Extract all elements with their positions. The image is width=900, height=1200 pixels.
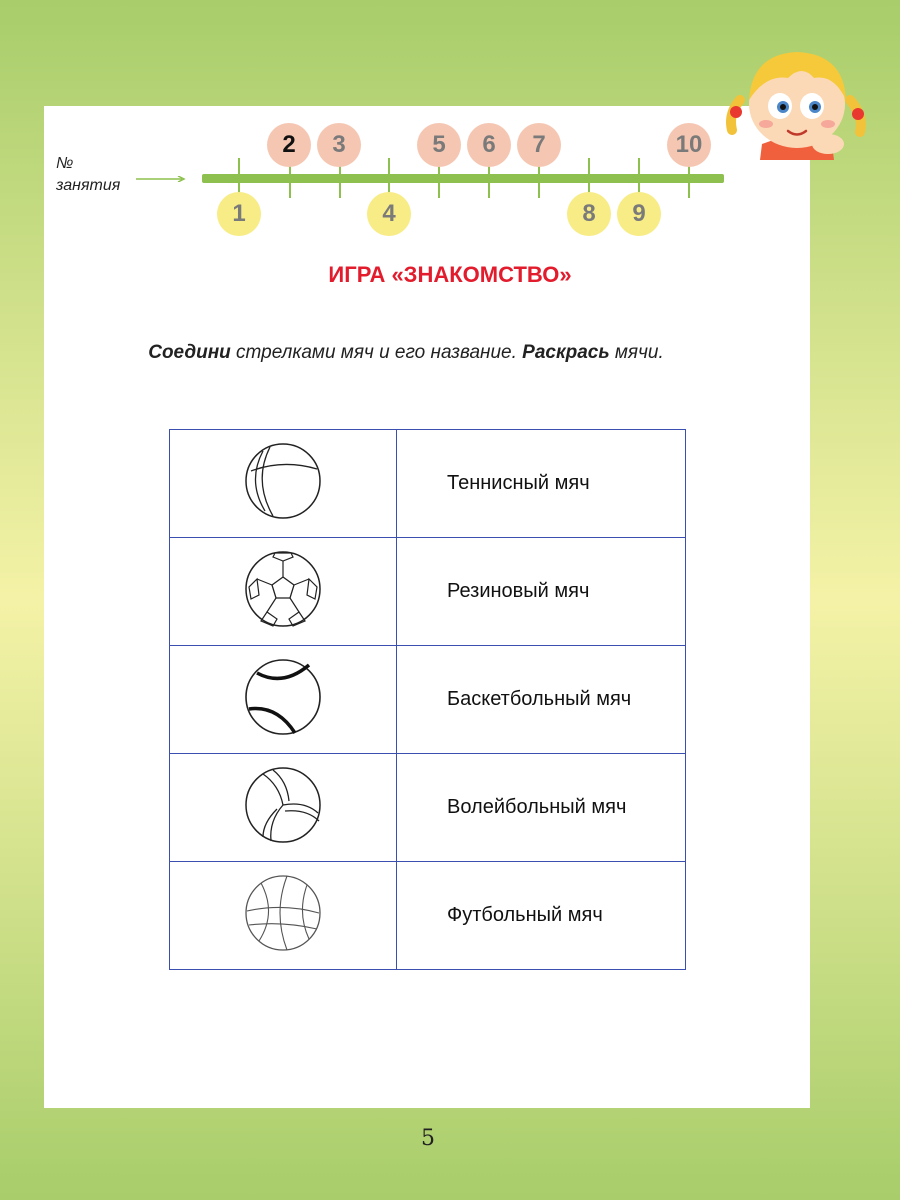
ball-image-cell — [170, 430, 397, 538]
table-row — [170, 754, 686, 862]
instruction-verb-connect: Соедини — [148, 342, 231, 363]
task-instruction — [0, 342, 812, 364]
ball-name-cell: Теннисный мяч — [397, 430, 686, 538]
page-number: 5 — [421, 1126, 435, 1151]
ball-image-cell — [170, 538, 397, 646]
table-row — [170, 646, 686, 754]
lesson-circle-1: 1 — [217, 192, 261, 236]
lesson-number-symbol: № — [56, 155, 74, 172]
instruction-verb-color: Раскрась — [522, 342, 610, 363]
table-row — [170, 430, 686, 538]
girl-illustration-icon — [722, 34, 872, 160]
ball-image-cell — [170, 646, 397, 754]
ball-name-cell: Волейбольный мяч — [397, 754, 686, 862]
soccer-ball-icon — [243, 549, 323, 629]
lesson-circle-8: 8 — [567, 192, 611, 236]
ball-name-cell: Футбольный мяч — [397, 862, 686, 970]
lesson-circle-7: 7 — [517, 123, 561, 167]
lesson-circle-6: 6 — [467, 123, 511, 167]
lesson-circle-10: 10 — [667, 123, 711, 167]
table-row — [170, 538, 686, 646]
lesson-number-label — [56, 153, 166, 197]
lesson-timeline-track — [202, 174, 724, 183]
ball-image-cell — [170, 754, 397, 862]
lesson-word: занятия — [56, 177, 121, 194]
instruction-text-1: стрелками мяч и его название. — [230, 342, 523, 363]
lesson-circle-5: 5 — [417, 123, 461, 167]
lesson-circle-9: 9 — [617, 192, 661, 236]
arrow-right-icon — [136, 176, 186, 182]
lesson-circle-3: 3 — [317, 123, 361, 167]
tennis-ball-icon — [243, 657, 323, 737]
ball-name-cell: Резиновый мяч — [397, 538, 686, 646]
basketball-icon — [243, 873, 323, 953]
volleyball-icon — [243, 765, 323, 845]
instruction-text-2: мячи. — [609, 342, 664, 363]
rubber-ball-icon — [243, 441, 323, 521]
ball-name-cell: Баскетбольный мяч — [397, 646, 686, 754]
page-title: ИГРА «ЗНАКОМСТВО» — [328, 262, 572, 287]
lesson-circle-2: 2 — [267, 123, 311, 167]
table-row — [170, 862, 686, 970]
lesson-circle-4: 4 — [367, 192, 411, 236]
ball-matching-table — [169, 429, 686, 970]
ball-image-cell — [170, 862, 397, 970]
